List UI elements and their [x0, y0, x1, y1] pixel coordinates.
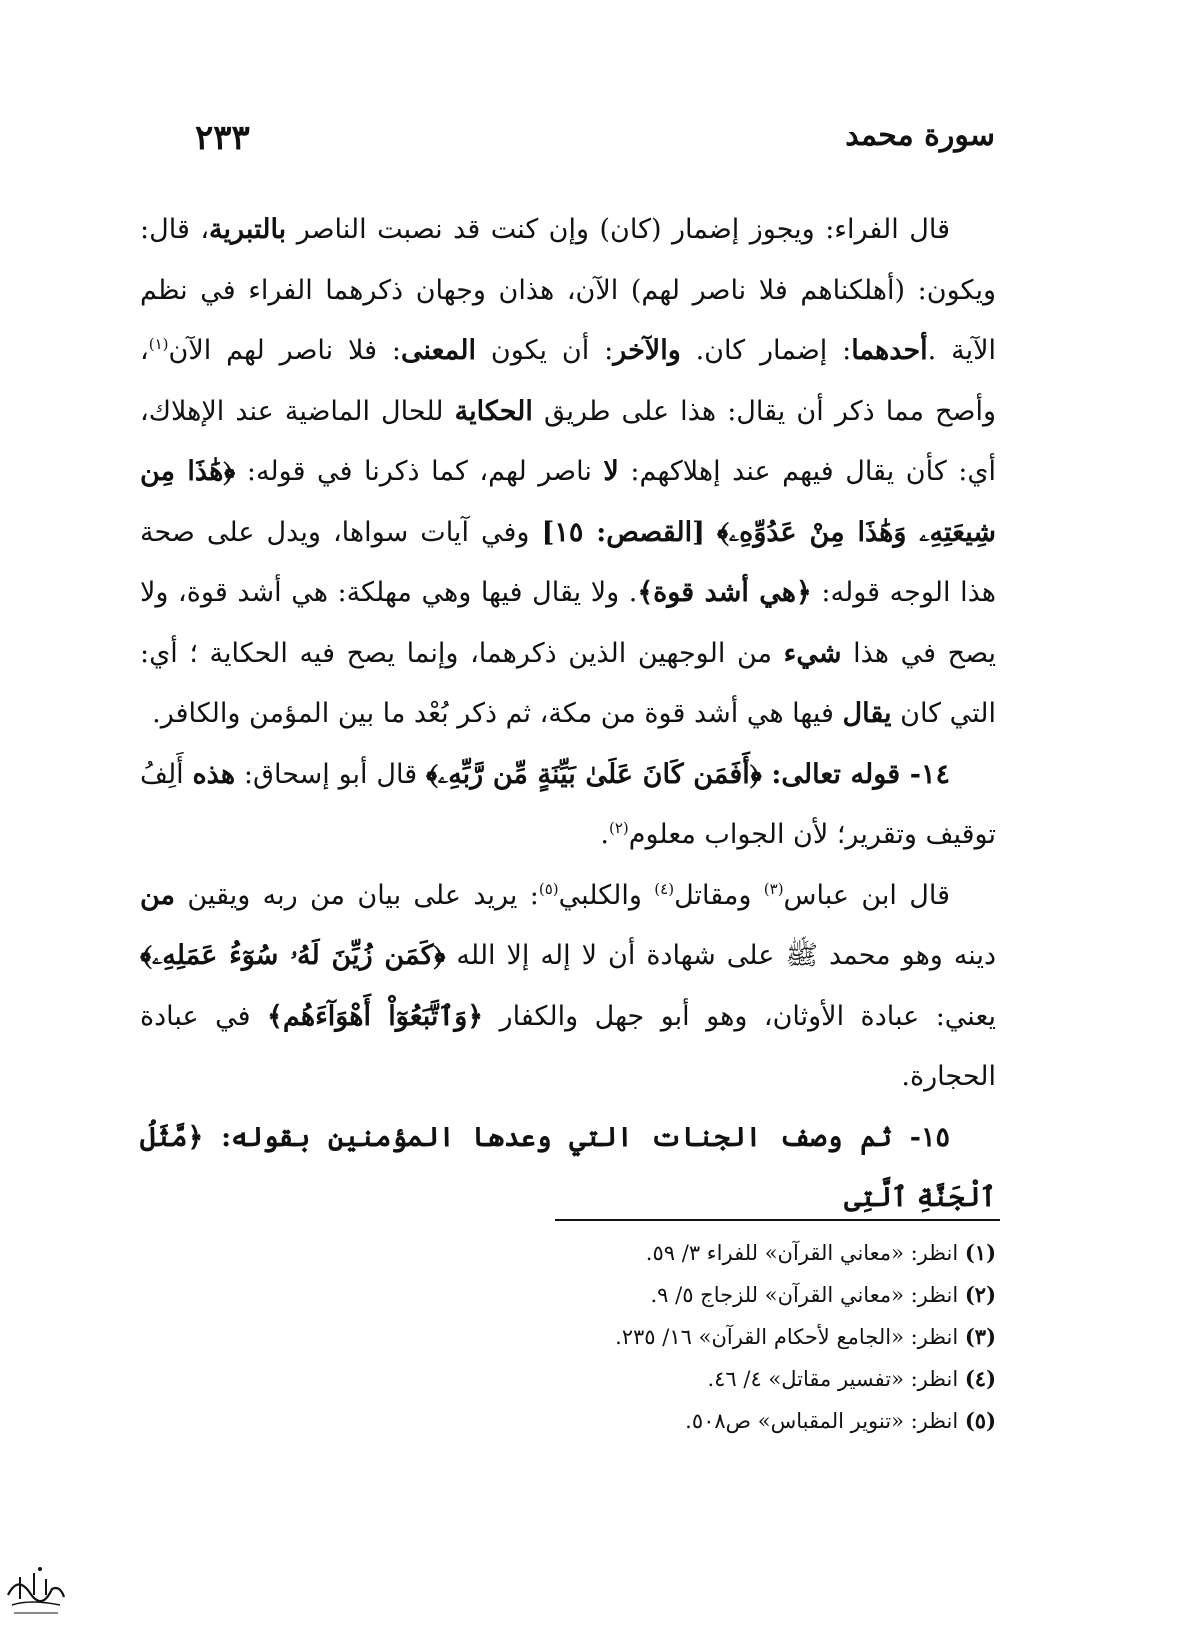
text-run: ، وأصح مما ذكر أن يقال: هذا على طريق — [140, 335, 997, 427]
footnote-number: (٢) — [964, 1282, 996, 1307]
text-run: . ولا يقال فيها وهي مهلكة: هي أشد قوة، ولا يصح في هذا — [140, 577, 996, 669]
footnote-text: انظر: «تفسير مقاتل» ٤/ ٤٦. — [707, 1367, 965, 1391]
quran-quote: ﴿وَٱتَّبَعُوٓاْ أَهْوَآءَهُم﴾ — [267, 1000, 484, 1032]
paragraph-1 — [140, 200, 996, 745]
bold-term: بالتبرية — [209, 214, 287, 245]
footnote-1 — [300, 1232, 996, 1274]
footnote-5 — [300, 1400, 996, 1442]
text-run: عبادة الحجارة. — [140, 1000, 996, 1092]
text-run: : فلا ناصر لهم الآن — [168, 335, 401, 366]
text-run: : يريد على بيان من ربه ويقين — [187, 879, 539, 911]
bold-term: أحدهما — [851, 335, 928, 366]
bold-term: هذه — [192, 758, 236, 790]
text-run: في — [215, 1000, 268, 1032]
text-run: وفي آيات سواها، ويدل على صحة هذا الوجه قوله: — [140, 516, 997, 608]
bold-term: شيء — [783, 637, 842, 669]
verse-heading: ١٥- ثم وصف الجنات التي وعدها المؤمنين بقوله: — [203, 1121, 950, 1153]
footnote-number: (٥) — [964, 1408, 996, 1433]
bold-term: يقال — [842, 698, 892, 729]
quran-quote: ﴿هي أشد قوة﴾ — [637, 577, 812, 608]
page-number: ٢٣٣ — [195, 118, 250, 158]
footnotes — [300, 1232, 996, 1442]
footnote-number: (١) — [964, 1240, 996, 1265]
footnote-4 — [300, 1358, 996, 1400]
paragraph-4 — [140, 1108, 996, 1229]
text-run: ومقاتل — [674, 879, 764, 911]
text-run: أَلِفُ توقيف وتقرير؛ لأن الجواب معلوم — [140, 758, 996, 850]
text-run: والكلبي — [558, 879, 655, 911]
text-run: ، قال: ويكون: (أهلكناهم فلا ناصر لهم) الآن، هذان وجهان ذكرهما الفراء في نظم الآية . — [140, 214, 996, 366]
surah-reference: [القصص: ١٥] — [541, 516, 705, 548]
footnote-ref-5[interactable]: (٥) — [538, 879, 559, 898]
footnote-3 — [300, 1316, 996, 1358]
bold-term: من — [140, 879, 176, 911]
text-run: فيها هي أشد قوة من مكة، ثم ذكر بُعْد ما بين المؤمن والكافر. — [152, 698, 843, 729]
bold-term: المعنى — [400, 335, 476, 366]
text-run: . — [600, 819, 609, 850]
footnote-text: انظر: «معاني القرآن» للفراء ٣/ ٥٩. — [645, 1241, 965, 1265]
paragraph-2 — [140, 745, 996, 866]
surah-title: سورة محمد — [845, 118, 995, 153]
quran-quote: ﴿أَفَمَن كَانَ عَلَىٰ بَيِّنَةٍ مِّن رَّبِّهِۦ﴾ — [425, 758, 762, 790]
page-header — [195, 118, 995, 168]
footnote-2 — [300, 1274, 996, 1316]
verse-heading: ١٤- قوله تعالى: — [761, 758, 950, 790]
footnote-ref-3[interactable]: (٣) — [763, 879, 784, 898]
footnote-ref-4[interactable]: (٤) — [654, 879, 675, 898]
text-run: للحال الماضية عند الإهلاك، أي: كأن يقال فيهم عند إهلاكهم: — [140, 395, 996, 487]
footnote-text: انظر: «معاني القرآن» للزجاج ٥/ ٩. — [650, 1283, 965, 1307]
footnote-divider — [555, 1219, 1000, 1221]
footnote-ref-2[interactable]: (٢) — [608, 819, 629, 837]
footnote-text: انظر: «تنوير المقباس» ص٥٠٨. — [685, 1409, 965, 1433]
text-run: يعني: عبادة الأوثان، وهو أبو جهل والكفار — [483, 1000, 996, 1032]
quran-quote: ﴿كَمَن زُيِّنَ لَهُۥ سُوٓءُ عَمَلِهِۦ﴾ — [140, 940, 446, 971]
quran-quote: ﴿هَٰذَا مِن شِيعَتِهِۦ وَهَٰذَا مِنْ عَدُوِّهِۦ﴾ — [140, 456, 996, 548]
text-run: ناصر لهم، كما ذكرنا في قوله: — [235, 456, 604, 487]
quran-quote: ﴿مَّثَلُ ٱلْجَنَّةِ ٱلَّتِى — [140, 1121, 996, 1213]
bold-term: لا — [603, 456, 619, 487]
footnote-number: (٣) — [964, 1324, 996, 1349]
paragraph-3 — [140, 866, 996, 1108]
bold-term: والآخر — [613, 335, 681, 366]
text-run: قال الفراء: ويجوز إضمار (كان) وإن كنت قد نصبت الناصر — [296, 214, 950, 245]
text-run: دينه وهو محمد ﷺ على شهادة أن لا إله إلا الله — [445, 940, 996, 971]
publisher-logo-icon — [0, 1555, 70, 1625]
text-run: من الوجهين الذين ذكرهما، وإنما يصح فيه الحكاية ؛ أي: التي كان — [140, 637, 996, 729]
main-text — [140, 200, 996, 1229]
footnote-text: انظر: «الجامع لأحكام القرآن» ١٦/ ٢٣٥. — [615, 1325, 965, 1349]
text-run: : أن يكون — [490, 335, 614, 366]
footnote-number: (٤) — [964, 1366, 996, 1391]
text-run: قال أبو إسحاق: — [243, 758, 426, 790]
footnote-ref-1[interactable]: (١) — [148, 335, 169, 353]
text-run: : إضمار كان. — [680, 335, 852, 366]
bold-term: الحكاية — [454, 395, 533, 427]
text-run: قال ابن عباس — [783, 879, 951, 911]
